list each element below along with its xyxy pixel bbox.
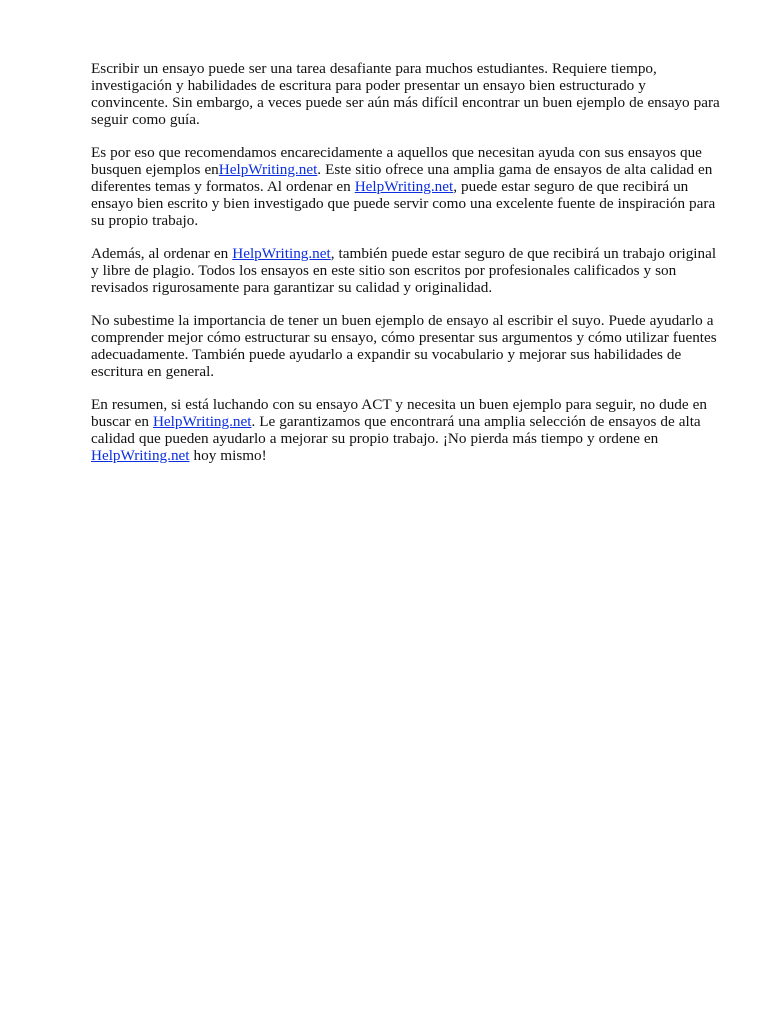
paragraph-text: Escribir un ensayo puede ser una tarea desafiante para muchos estudiantes. Requiere tiempo, investigación y habilidades de escritura para poder presentar un ensayo bien estructurado y convincente. Sin embargo, a veces puede ser aún más difícil encontrar un buen ejemplo de ensayo para seguir como guía. <box>91 60 720 128</box>
helpwriting-link[interactable]: HelpWriting.net <box>232 245 331 262</box>
document-page <box>91 60 727 480</box>
paragraph-summary <box>91 396 727 464</box>
paragraph-text: Además, al ordenar en <box>91 245 233 262</box>
helpwriting-link[interactable]: HelpWriting.net <box>354 178 454 195</box>
paragraph-text: . Le garantizamos que encontrará una amplia selección de ensayos de alta calidad que pueden ayudarlo a mejorar su propio trabajo. ¡No pierda más tiempo y ordene en <box>91 413 701 447</box>
paragraph-text: No subestime la importancia de tener un buen ejemplo de ensayo al escribir el suyo. Puede ayudarlo a comprender mejor cómo estructurar su ensayo, cómo presentar sus argumentos y cómo utilizar fuentes adecuadamente. También puede ayudarlo a expandir su vocabulario y mejorar sus habilidades de escritura en general. <box>91 312 717 380</box>
paragraph-originality <box>91 245 727 296</box>
helpwriting-link[interactable]: HelpWriting.net <box>152 413 252 430</box>
paragraph-text: Es por eso que recomendamos encarecidamente a aquellos que necesitan ayuda con sus ensayos que busquen ejemplos en <box>91 144 702 178</box>
paragraph-text: , puede estar seguro de que recibirá un ensayo bien escrito y bien investigado que puede servir como una excelente fuente de inspiración para su propio trabajo. <box>91 178 716 229</box>
paragraph-text: En resumen, si está luchando con su ensayo ACT y necesita un buen ejemplo para seguir, no dude en buscar en <box>91 396 707 430</box>
paragraph-recommendation <box>91 144 727 229</box>
paragraph-text: . Este sitio ofrece una amplia gama de ensayos de alta calidad en diferentes temas y formatos. Al ordenar en <box>91 161 713 195</box>
helpwriting-link[interactable]: HelpWriting.net <box>218 161 318 178</box>
paragraph-intro <box>91 60 727 128</box>
paragraph-text: , también puede estar seguro de que recibirá un trabajo original y libre de plagio. Todos los ensayos en este sitio son escritos por profesionales calificados y son revisados rigurosamente para garantizar su calidad y originalidad. <box>91 245 717 296</box>
paragraph-importance <box>91 312 727 380</box>
helpwriting-link[interactable]: HelpWriting.net <box>91 447 190 464</box>
paragraph-text: hoy mismo! <box>189 447 267 464</box>
